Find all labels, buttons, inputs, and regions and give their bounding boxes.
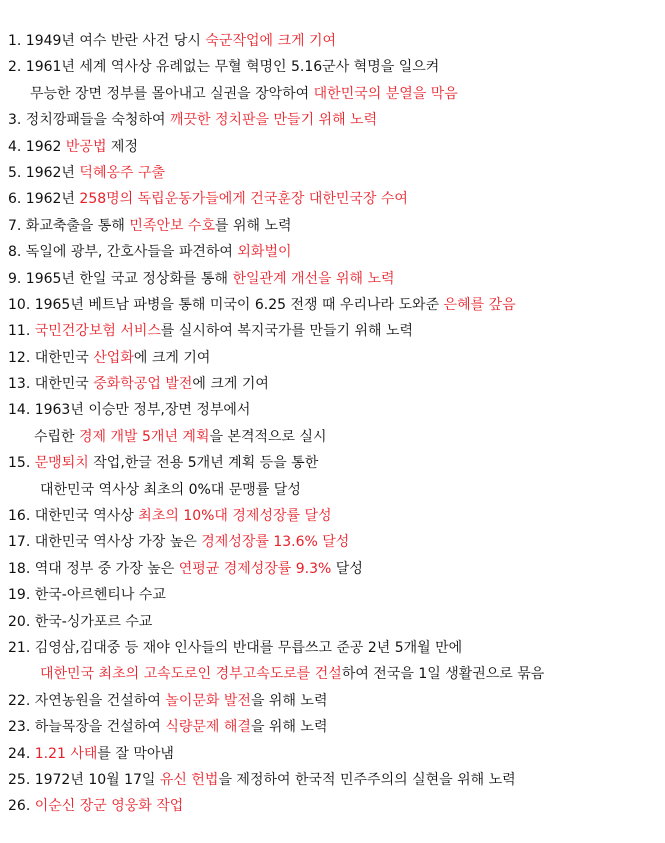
- item-text: 제정: [106, 138, 138, 155]
- highlighted-text: 한일관계 개선을 위해 노력: [232, 270, 395, 287]
- list-item: [0, 160, 665, 186]
- item-text: 을 위해 노력: [250, 719, 328, 736]
- item-text: 13. 대한민국: [8, 376, 94, 393]
- list-item: [0, 582, 665, 608]
- item-text: 16. 대한민국 역사상: [8, 508, 139, 525]
- item-text: 에 크게 기여: [192, 376, 269, 393]
- item-text: 대한민국 역사상 최초의 0%대 문맹률 달성: [40, 481, 301, 498]
- item-text: 을 위해 노력: [250, 692, 328, 709]
- highlighted-text: 산업화: [93, 349, 134, 366]
- list-item: [0, 292, 665, 318]
- item-text: 20. 한국-싱가포르 수교: [8, 613, 153, 630]
- item-text: 10. 1965년 베트남 파병을 통해 미국이 6.25 전쟁 때 우리나라 도와준: [8, 296, 444, 313]
- document-body: [0, 28, 665, 820]
- highlighted-text: 숙군작업에 크게 기여: [205, 33, 337, 49]
- list-item: [0, 688, 665, 714]
- highlighted-text: 문맹퇴치: [34, 455, 89, 472]
- highlighted-text: 놀이문화 발전: [165, 692, 251, 709]
- item-text: 를 위해 노력: [215, 217, 292, 234]
- item-text: 수립한: [34, 428, 80, 445]
- list-item: [0, 609, 665, 635]
- item-text: 하여 전국을 1일 생활권으로 묶음: [341, 666, 545, 683]
- list-item: [0, 371, 665, 397]
- item-text: 22. 자연농원을 건설하여: [8, 692, 166, 709]
- list-item: [0, 213, 665, 239]
- list-item: [0, 318, 665, 344]
- item-text: 25. 1972년 10월 17일: [8, 771, 160, 788]
- list-item: [0, 741, 665, 767]
- item-text: 17. 대한민국 역사상 가장 높은: [8, 534, 202, 551]
- item-text: 3. 정치깡패들을 숙청하여: [8, 112, 170, 129]
- item-text: 26.: [8, 798, 35, 815]
- highlighted-text: 경제 개발 5개년 계획: [79, 428, 210, 445]
- list-item: [0, 134, 665, 160]
- list-item: [0, 661, 665, 687]
- highlighted-text: 반공법: [65, 138, 107, 155]
- list-item: [0, 345, 665, 371]
- list-item: [0, 767, 665, 793]
- highlighted-text: 258명의 독립운동가들에게 건국훈장 대한민국장 수여: [79, 191, 408, 208]
- list-item: [0, 266, 665, 292]
- item-text: 9. 1965년 한일 국교 정상화를 통해: [8, 270, 233, 287]
- item-text: 21. 김영삼,김대중 등 재야 인사들의 반대를 무릅쓰고 준공 2년 5개월 만에: [8, 639, 463, 656]
- highlighted-text: 덕혜옹주 구출: [79, 164, 166, 181]
- item-text: 18. 역대 정부 중 가장 높은: [8, 560, 179, 577]
- item-text: 12. 대한민국: [8, 349, 94, 366]
- highlighted-text: 최초의 10%대 경제성장률 달성: [138, 508, 332, 525]
- highlighted-text: 연평균 경제성장률 9.3%: [178, 560, 332, 577]
- highlighted-text: 이순신 장군 영웅화 작업: [34, 798, 184, 815]
- item-text: 5. 1962년: [8, 164, 80, 181]
- item-text: 24.: [8, 745, 35, 762]
- item-text: 6. 1962년: [8, 191, 80, 208]
- list-item: [0, 81, 665, 107]
- highlighted-text: 은혜를 갚음: [443, 296, 516, 313]
- item-text: 14. 1963년 이승만 정부,장면 정부에서: [8, 402, 251, 419]
- highlighted-text: 중화학공업 발전: [93, 376, 193, 393]
- highlighted-text: 경제성장률 13.6% 달성: [201, 534, 350, 551]
- list-item: [0, 397, 665, 423]
- item-text: 을 본격적으로 실시: [209, 428, 327, 445]
- item-text: 11.: [8, 323, 35, 340]
- item-text: 무능한 장면 정부를 몰아내고 실권을 장악하여: [30, 85, 314, 102]
- item-text: 을 제정하여 한국적 민주주의의 실현을 위해 노력: [218, 771, 516, 788]
- list-item: [0, 635, 665, 661]
- item-text: 7. 화교축출을 통해: [8, 217, 130, 234]
- highlighted-text: 대한민국 최초의 고속도로인 경부고속도로를 건설: [40, 666, 342, 683]
- item-text: 19. 한국-아르헨티나 수교: [8, 587, 166, 604]
- highlighted-text: 식량문제 해결: [165, 719, 251, 736]
- list-item: [0, 450, 665, 476]
- item-text: 에 크게 기여: [133, 349, 211, 366]
- list-item: [0, 529, 665, 555]
- list-item: [0, 714, 665, 740]
- highlighted-text: 외화벌이: [237, 244, 292, 261]
- list-item: [0, 54, 665, 80]
- list-item: [0, 424, 665, 450]
- item-text: 2. 1961년 세계 역사상 유례없는 무혈 혁명인 5.16군사 혁명을 일으켜: [8, 59, 440, 76]
- list-item: [0, 186, 665, 212]
- list-item: [0, 107, 665, 133]
- item-text: 23. 하늘목장을 건설하여: [8, 719, 166, 736]
- highlighted-text: 민족안보 수호: [129, 217, 215, 234]
- highlighted-text: 유신 헌법: [159, 771, 219, 788]
- highlighted-text: 국민건강보험 서비스: [34, 323, 161, 340]
- list-item: [0, 793, 665, 819]
- item-text: 4. 1962: [8, 138, 66, 155]
- item-text: 1. 1949년 여수 반란 사건 당시: [8, 33, 206, 49]
- list-item: [0, 239, 665, 265]
- item-text: 15.: [8, 455, 35, 472]
- highlighted-text: 깨끗한 정치판을 만들기 위해 노력: [169, 112, 378, 129]
- highlighted-text: 1.21 사태: [34, 745, 98, 762]
- item-text: 를 잘 막아냄: [97, 745, 174, 762]
- item-text: 달성: [331, 560, 363, 577]
- list-item: [0, 556, 665, 582]
- list-item: [0, 503, 665, 529]
- item-text: 를 실시하여 복지국가를 만들기 위해 노력: [160, 323, 414, 340]
- highlighted-text: 대한민국의 분열을 막음: [313, 85, 458, 102]
- item-text: 작업,한글 전용 5개년 계획 등을 통한: [88, 455, 319, 472]
- list-item: [0, 477, 665, 503]
- list-item: [0, 28, 665, 54]
- item-text: 8. 독일에 광부, 간호사들을 파견하여: [8, 244, 238, 261]
